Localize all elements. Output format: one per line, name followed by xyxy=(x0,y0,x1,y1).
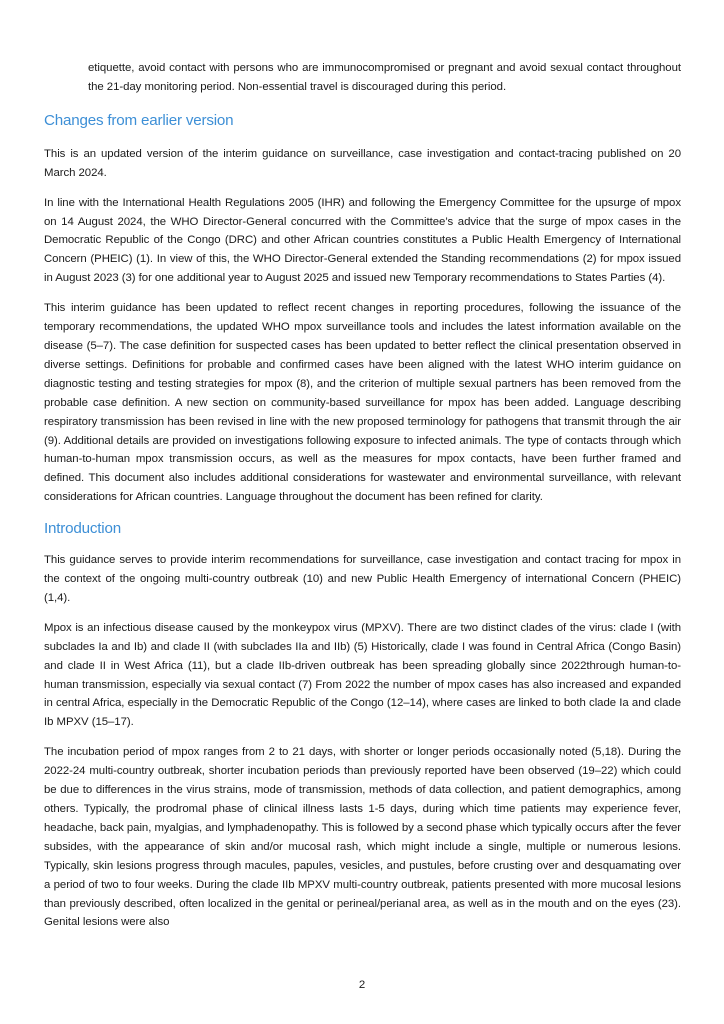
paragraph-guidance-purpose: This guidance serves to provide interim recommendations for surveillance, case investigation and contact tracing for mpox in the context of the ongoing multi-country outbreak (10) and new Public Health Emergency of international Concern (PHEIC) (1,4). xyxy=(44,554,681,604)
page-number: 2 xyxy=(358,979,366,991)
page-content xyxy=(44,59,681,932)
heading-introduction: Introduction xyxy=(44,520,121,538)
paragraph-mpox-clades: Mpox is an infectious disease caused by the monkeypox virus (MPXV). There are two distinct clades of the virus: clade I (with subclades Ia and Ib) and clade II (with subclades IIa and IIb) (5) Historically, clade I was found in Central Africa (Congo Basin) and clade II in West Africa (11), but a clade IIb-driven outbreak has been spreading globally since 2022through human-to-human transmission, especially via sexual contact (7) From 2022 the number of mpox cases has also increased and expanded in central Africa, especially in the Democratic Republic of the Congo (12–14), where cases are linked to both clade Ia and clade Ib MPXV (15–17). xyxy=(44,621,681,729)
heading-changes-from-earlier-version: Changes from earlier version xyxy=(44,111,234,129)
paragraph-guidance-updates: This interim guidance has been updated to reflect recent changes in reporting procedures, following the issuance of the temporary recommendations, the updated WHO mpox surveillance tools and includes the latest information available on the disease (5–7). The case definition for suspected cases has been updated to better reflect the clinical presentation observed in diverse settings. Definitions for probable and confirmed cases have been aligned with the latest WHO interim guidance on diagnostic testing and testing strategies for mpox (8), and the criterion of multiple sexual partners has been removed from the probable case definition. A new section on community-based surveillance for mpox has been added. Language describing respiratory transmission has been revised in line with the new proposed terminology for pathogens that transmit through the air (9). Additional details are provided on investigations following exposure to infected animals. The type of contacts through which human-to-human mpox transmission occurs, as well as the measures for mpox contacts, have been further framed and defined. This document also includes additional considerations for wastewater and environmental surveillance, with relevant considerations for African countries. Language throughout the document has been refined for clarity. xyxy=(44,302,681,504)
paragraph-incubation-period: The incubation period of mpox ranges from 2 to 21 days, with shorter or longer periods occasionally noted (5,18). During the 2022-24 multi-country outbreak, shorter incubation periods than previously reported have been observed (19–22) which could be due to differences in the virus strains, mode of transmission, methods of data collection, and patient demographics, among others. Typically, the prodromal phase of clinical illness lasts 1-5 days, during which time patients may experience fever, headache, back pain, myalgias, and lymphadenopathy. This is followed by a second phase which typically occurs after the fever subsides, with the appearance of skin and/or mucosal rash, which might include a single, multiple or numerous lesions. Typically, skin lesions progress through macules, papules, vesicles, and pustules, before crusting over and desquamating over a period of two to four weeks. During the clade IIb MPXV multi-country outbreak, patients presented with more mucosal lesions than previously described, often localized in the genital or perineal/perianal area, as well as in the mouth and on the eyes (23). Genital lesions were also xyxy=(44,746,681,929)
paragraph-ihr-pheic: In line with the International Health Regulations 2005 (IHR) and following the Emergency Committee for the upsurge of mpox on 14 August 2024, the WHO Director-General concurred with the Committee’s advice that the surge of mpox cases in the Democratic Republic of the Congo (DRC) and other African countries constitutes a Public Health Emergency of International Concern (PHEIC) (1). In view of this, the WHO Director-General extended the Standing recommendations (2) for mpox issued in August 2023 (3) for one additional year to August 2025 and issued new Temporary recommendations to States Parties (4). xyxy=(44,196,681,285)
continuation-paragraph: etiquette, avoid contact with persons who are immunocompromised or pregnant and avoid sexual contact throughout the 21-day monitoring period. Non-essential travel is discouraged during this period. xyxy=(88,62,681,93)
paragraph-update-notice: This is an updated version of the interim guidance on surveillance, case investigation and contact-tracing published on 20 March 2024. xyxy=(44,147,681,179)
